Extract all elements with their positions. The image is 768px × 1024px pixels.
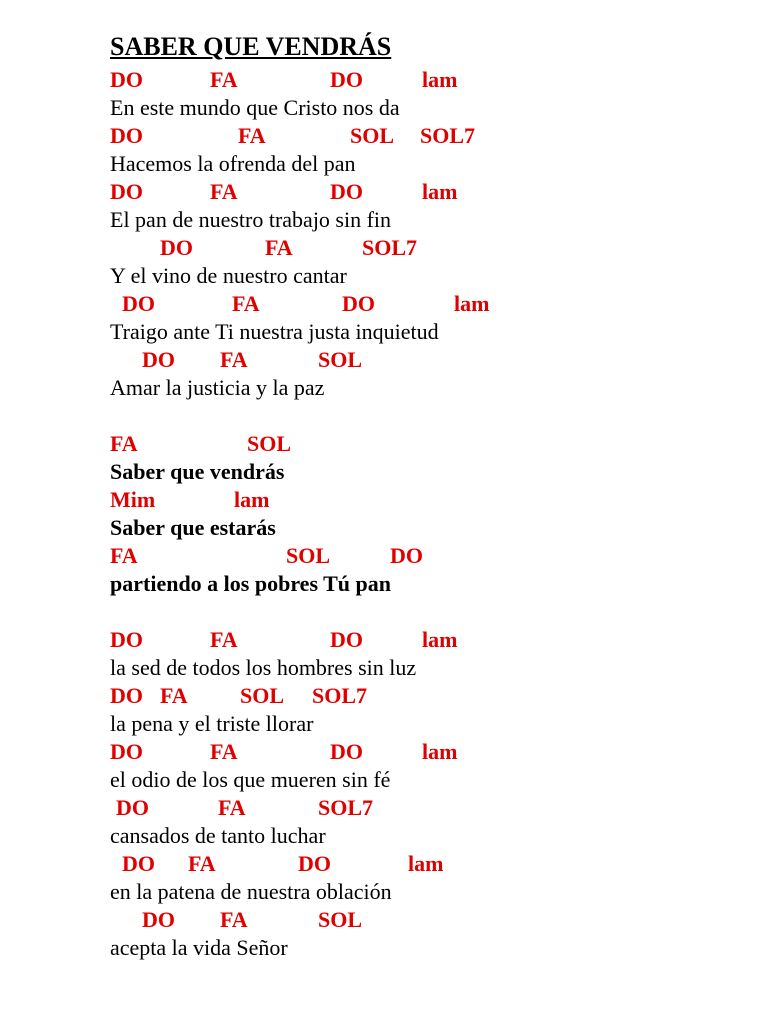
verse2-chord-row xyxy=(110,682,760,710)
verse2-lyric-row xyxy=(110,822,760,850)
chord: SOL xyxy=(286,543,331,568)
verse1-lyric-row xyxy=(110,374,760,402)
chord: DO xyxy=(110,67,143,92)
chord: DO xyxy=(330,739,363,764)
chord: DO xyxy=(110,683,143,708)
chord: FA xyxy=(232,291,260,316)
chord: FA xyxy=(220,347,248,372)
chord: DO xyxy=(330,627,363,652)
chord: SOL7 xyxy=(362,235,418,260)
chorus-lyric-row xyxy=(110,514,760,542)
verse1-chord-row xyxy=(110,178,760,206)
lyric-line: Saber que estarás xyxy=(110,515,276,540)
chord: SOL xyxy=(350,123,395,148)
chord: SOL xyxy=(240,683,285,708)
chord: SOL7 xyxy=(312,683,368,708)
verse1-lyric-row xyxy=(110,318,760,346)
lyric-line: la sed de todos los hombres sin luz xyxy=(110,655,417,680)
chord: SOL7 xyxy=(318,795,374,820)
chord: FA xyxy=(210,739,238,764)
chord: lam xyxy=(422,627,458,652)
chord: FA xyxy=(110,431,138,456)
verse2-chord-row xyxy=(110,794,760,822)
verse2-lyric-row xyxy=(110,878,760,906)
chord: SOL xyxy=(318,347,363,372)
chord: FA xyxy=(210,179,238,204)
verse2-chord-row xyxy=(110,626,760,654)
verse1-chord-row xyxy=(110,122,760,150)
chord: DO xyxy=(142,347,175,372)
chord: FA xyxy=(188,851,216,876)
chord: FA xyxy=(110,543,138,568)
chord: SOL7 xyxy=(420,123,476,148)
verse1-chord-row xyxy=(110,346,760,374)
lyric-line: Hacemos la ofrenda del pan xyxy=(110,151,356,176)
verse2-lyric-row xyxy=(110,710,760,738)
verse1-chord-row xyxy=(110,66,760,94)
lyric-line: partiendo a los pobres Tú pan xyxy=(110,571,391,596)
lyric-line: Y el vino de nuestro cantar xyxy=(110,263,347,288)
chord: DO xyxy=(110,627,143,652)
chord: DO xyxy=(110,739,143,764)
chord: DO xyxy=(342,291,375,316)
chorus-lyric-row xyxy=(110,458,760,486)
chord: SOL xyxy=(247,431,292,456)
lyric-line: Saber que vendrás xyxy=(110,459,285,484)
chord: DO xyxy=(122,851,155,876)
verse1-lyric-row xyxy=(110,150,760,178)
chord: FA xyxy=(265,235,293,260)
verse2-lyric-row xyxy=(110,934,760,962)
verse2-chord-row xyxy=(110,850,760,878)
chord: DO xyxy=(122,291,155,316)
lyric-line: en la patena de nuestra oblación xyxy=(110,879,392,904)
lyric-line: el odio de los que mueren sin fé xyxy=(110,767,391,792)
chord: DO xyxy=(298,851,331,876)
verse2-chord-row xyxy=(110,906,760,934)
chord: FA xyxy=(160,683,188,708)
verse2-chord-row xyxy=(110,738,760,766)
chorus-lyric-row xyxy=(110,570,760,598)
verse2-lyric-row xyxy=(110,654,760,682)
verse1-chord-row xyxy=(110,290,760,318)
chord: FA xyxy=(218,795,246,820)
chord: SOL xyxy=(318,907,363,932)
chord: lam xyxy=(454,291,490,316)
chorus-chord-row xyxy=(110,486,760,514)
chord: FA xyxy=(210,627,238,652)
chord: FA xyxy=(220,907,248,932)
lyric-line: Amar la justicia y la paz xyxy=(110,375,325,400)
lyric-line: El pan de nuestro trabajo sin fin xyxy=(110,207,392,232)
verse1-lyric-row xyxy=(110,206,760,234)
chord: Mim xyxy=(110,487,156,512)
chord: DO xyxy=(116,795,149,820)
lyric-line: cansados de tanto luchar xyxy=(110,823,326,848)
chord: lam xyxy=(422,67,458,92)
lyric-line: Traigo ante Ti nuestra justa inquietud xyxy=(110,319,439,344)
chord: DO xyxy=(330,179,363,204)
chorus-chord-row xyxy=(110,542,760,570)
verse2-lyric-row xyxy=(110,766,760,794)
lyric-line: acepta la vida Señor xyxy=(110,935,288,960)
lyric-line: En este mundo que Cristo nos da xyxy=(110,95,400,120)
chord: DO xyxy=(110,179,143,204)
chord: lam xyxy=(234,487,270,512)
chord: DO xyxy=(142,907,175,932)
chord: DO xyxy=(390,543,423,568)
chord: DO xyxy=(160,235,193,260)
song-title: SABER QUE VENDRÁS xyxy=(110,32,392,61)
lyric-line: la pena y el triste llorar xyxy=(110,711,314,736)
chord: lam xyxy=(422,739,458,764)
chord: DO xyxy=(110,123,143,148)
chorus-chord-row xyxy=(110,430,760,458)
chord: DO xyxy=(330,67,363,92)
chord: lam xyxy=(408,851,444,876)
chord: lam xyxy=(422,179,458,204)
verse1-lyric-row xyxy=(110,94,760,122)
verse1-lyric-row xyxy=(110,262,760,290)
chord: FA xyxy=(238,123,266,148)
verse1-chord-row xyxy=(110,234,760,262)
chord: FA xyxy=(210,67,238,92)
